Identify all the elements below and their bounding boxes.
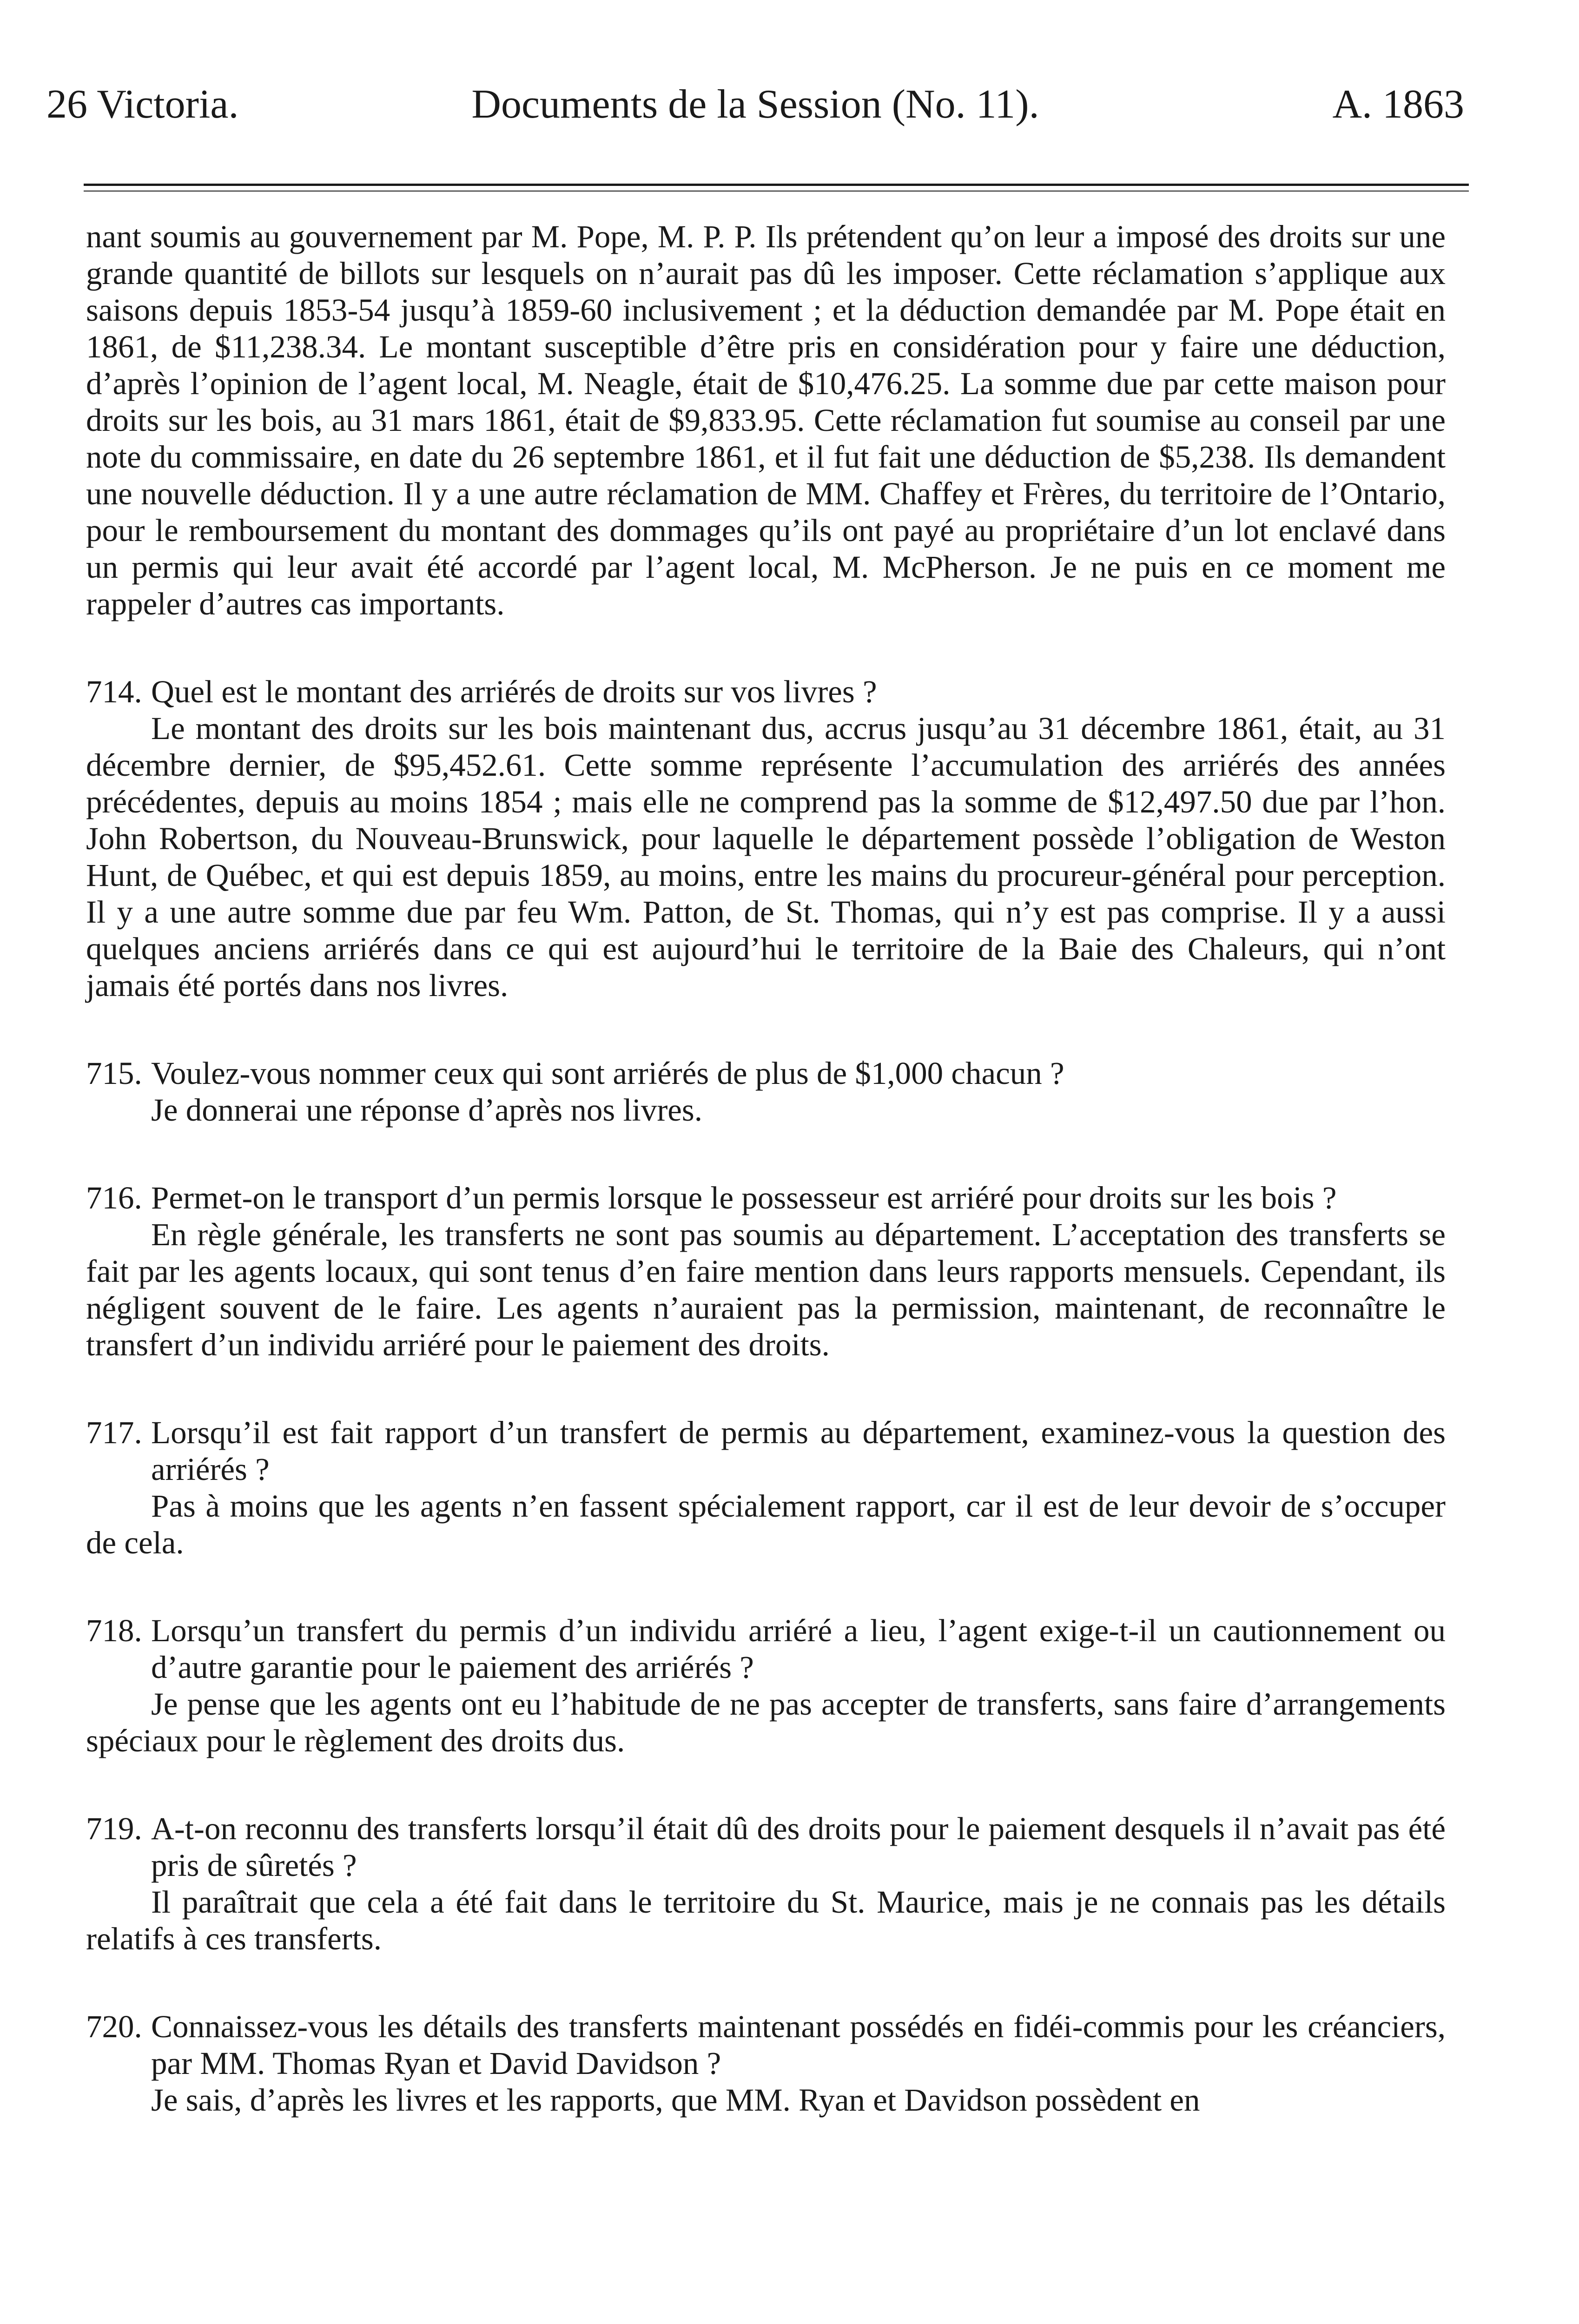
question-text: Lorsqu’un transfert du permis d’un individu arriéré a lieu, l’agent exige-t-il un cautionnement ou d’autre garantie pour le paiement des arriérés ?: [151, 1613, 1446, 1685]
document-body: [86, 218, 1446, 2119]
question-number: 719.: [86, 1811, 142, 1846]
question-text: Connaissez-vous les détails des transferts maintenant possédés en fidéi-commis pour les créanciers, par MM. Thomas Ryan et David Davidson ?: [151, 2009, 1446, 2081]
question-text: Lorsqu’il est fait rapport d’un transfert de permis au département, examinez-vous la question des arriérés ?: [151, 1415, 1446, 1487]
question-717: [86, 1414, 1446, 1488]
entry-714: [86, 673, 1446, 1004]
question-715: [86, 1055, 1446, 1092]
question-number: 717.: [86, 1415, 142, 1450]
question-text: Permet-on le transport d’un permis lorsque le possesseur est arriéré pour droits sur les bois ?: [151, 1180, 1337, 1215]
question-text: Quel est le montant des arriérés de droits sur vos livres ?: [151, 674, 877, 709]
running-header: [46, 70, 1464, 139]
answer-720: Je sais, d’après les livres et les rapports, que MM. Ryan et Davidson possèdent en: [151, 2082, 1200, 2118]
question-number: 718.: [86, 1613, 142, 1648]
entry-719: [86, 1810, 1446, 1957]
question-716: [86, 1180, 1446, 1216]
answer-718: Je pense que les agents ont eu l’habitude de ne pas accepter de transferts, sans faire d’arrangements spéciaux pour le règlement des droits dus.: [86, 1686, 1446, 1758]
answer-719: Il paraîtrait que cela a été fait dans le territoire du St. Maurice, mais je ne connais pas les détails relatifs à ces transferts.: [86, 1884, 1446, 1956]
header-year: A. 1863: [1332, 82, 1464, 127]
entry-717: [86, 1414, 1446, 1561]
entry-718: [86, 1612, 1446, 1759]
question-number: 720.: [86, 2009, 142, 2044]
question-text: Voulez-vous nommer ceux qui sont arriérés de plus de $1,000 chacun ?: [151, 1056, 1064, 1091]
header-title: Documents de la Session (No. 11).: [471, 82, 1039, 127]
answer-717: Pas à moins que les agents n’en fassent spécialement rapport, car il est de leur devoir de s’occuper de cela.: [86, 1488, 1446, 1560]
header-regnal-year: 26 Victoria.: [46, 82, 239, 127]
answer-715: Je donnerai une réponse d’après nos livres.: [151, 1092, 703, 1128]
question-text: A-t-on reconnu des transferts lorsqu’il était dû des droits pour le paiement desquels il n’avait pas été pris de sûretés ?: [151, 1811, 1446, 1883]
continuation-paragraph: nant soumis au gouvernement par M. Pope, M. P. P. Ils prétendent qu’on leur a imposé des droits sur une grande quantité de billots sur lesquels on n’aurait pas dû les imposer. Cette réclamation s’applique aux saisons depuis 1853-54 jusqu’à 1859-60 inclusivement ; et la déduction demandée par M. Pope était en 1861, de $11,238.34. Le montant susceptible d’être pris en considération pour y faire une déduction, d’après l’opinion de l’agent local, M. Neagle, était de $10,476.25. La somme due par cette maison pour droits sur les bois, au 31 mars 1861, était de $9,833.95. Cette réclamation fut soumise au conseil par une note du commissaire, en date du 26 septembre 1861, et il fut fait une déduction de $5,238. Ils demandent une nouvelle déduction. Il y a une autre réclamation de MM. Chaffey et Frères, du territoire de l’Ontario, pour le remboursement du montant des dommages qu’ils ont payé au propriétaire d’un lot enclavé dans un permis qui leur avait été accordé par l’agent local, M. McPherson. Je ne puis en ce moment me rappeler d’autres cas importants.: [86, 219, 1446, 621]
answer-716: En règle générale, les transferts ne sont pas soumis au département. L’acceptation des transferts se fait par les agents locaux, qui sont tenus d’en faire mention dans leurs rapports mensuels. Cependant, ils négligent souvent de le faire. Les agents n’auraient pas la permission, maintenant, de reconnaître le transfert d’un individu arriéré pour le paiement des droits.: [86, 1217, 1446, 1362]
entry-715: [86, 1055, 1446, 1129]
question-720: [86, 2008, 1446, 2082]
question-714: [86, 673, 1446, 710]
question-number: 715.: [86, 1056, 142, 1091]
answer-714: Le montant des droits sur les bois maintenant dus, accrus jusqu’au 31 décembre 1861, était, au 31 décembre dernier, de $95,452.61. Cette somme représente l’accumulation des arriérés des années précédentes, depuis au moins 1854 ; mais elle ne comprend pas la somme de $12,497.50 due par l’hon. John Robertson, du Nouveau-Brunswick, pour laquelle le département possède l’obligation de Weston Hunt, de Québec, et qui est depuis 1859, au moins, entre les mains du procureur-général pour perception. Il y a une autre somme due par feu Wm. Patton, de St. Thomas, qui n’y est pas comprise. Il y a aussi quelques anciens arriérés dans ce qui est aujourd’hui le territoire de la Baie des Chaleurs, qui n’ont jamais été portés dans nos livres.: [86, 711, 1446, 1003]
question-number: 714.: [86, 674, 142, 709]
question-number: 716.: [86, 1180, 142, 1215]
entry-716: [86, 1180, 1446, 1363]
header-rule-thick: [84, 184, 1469, 186]
question-718: [86, 1612, 1446, 1686]
entry-720: [86, 2008, 1446, 2119]
question-719: [86, 1810, 1446, 1884]
